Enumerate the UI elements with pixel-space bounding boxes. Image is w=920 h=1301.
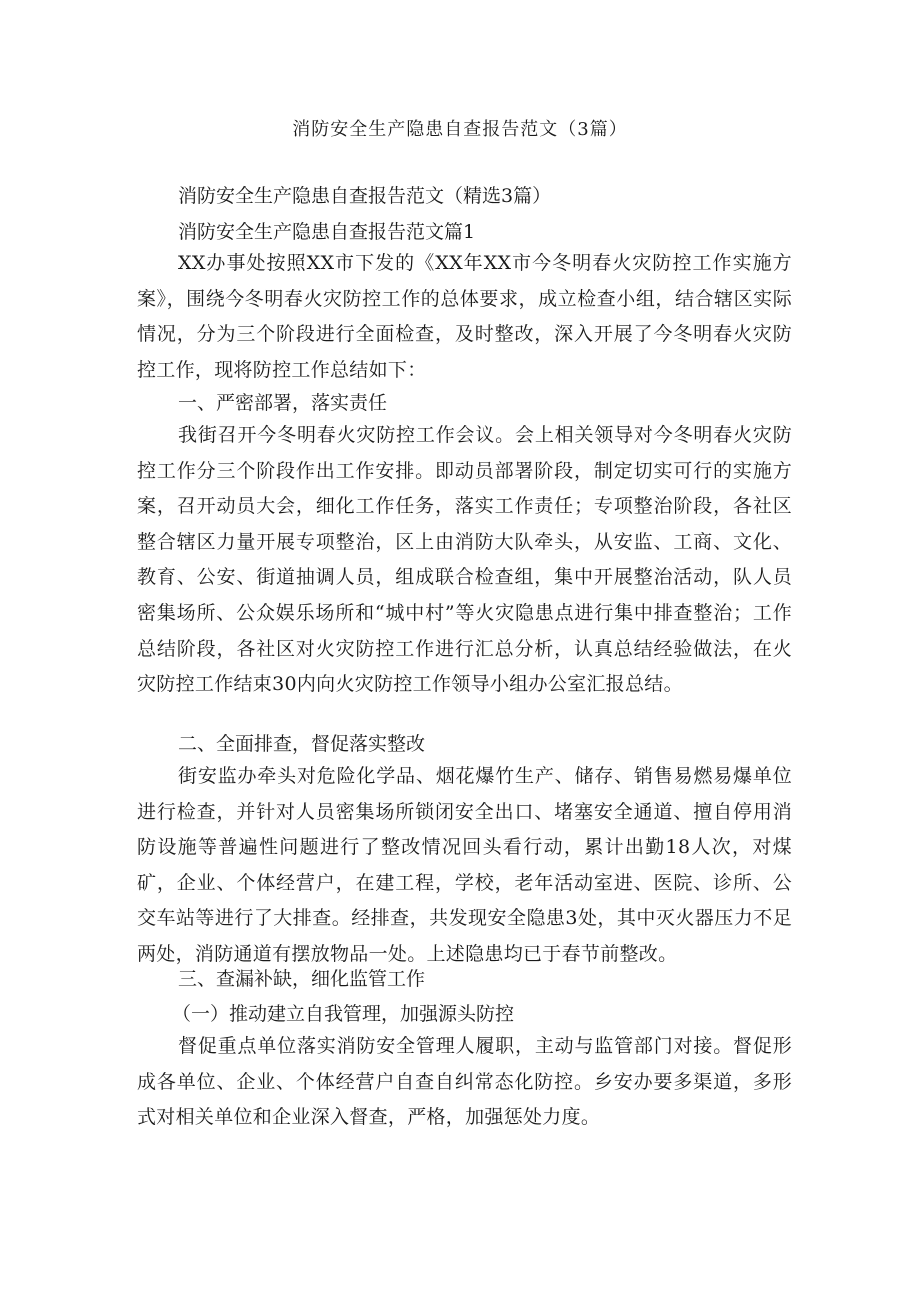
section1-paragraph: 我街召开今冬明春火灾防控工作会议。会上相关领导对今冬明春火灾防控工作分三个阶段作出工作安排。即动员部署阶段，制定切实可行的实施方案，召开动员大会，细化工作任务，落实工作责任；专项整治阶段，各社区整合辖区力量开展专项整治，区上由消防大队牵头，从安监、工商、文化、教育、公安、街道抽调人员，组成联合检查组，集中开展整治活动，队人员密集场所、公众娱乐场所和“城中村”等火灾隐患点进行集中排查整治；工作总结阶段，各社区对火灾防控工作进行汇总分析，认真总结经验做法，在火灾防控工作结束30内向火灾防控工作领导小组办公室汇报总结。 [137,424,792,696]
section3-heading: 三、查漏补缺，细化监管工作 [178,968,426,990]
article-heading: 消防安全生产隐患自查报告范文篇1 [178,221,476,243]
section3-paragraph: 督促重点单位落实消防安全管理人履职，主动与监管部门对接。督促形成各单位、企业、个体经营户自查自纠常态化防控。乡安办要多渠道，多形式对相关单位和企业深入督查，严格，加强惩处力度。 [137,1035,792,1129]
document-subtitle: 消防安全生产隐患自查报告范文（精选3篇） [178,185,552,207]
intro-paragraph: XX办事处按照XX市下发的《XX年XX市今冬明春火灾防控工作实施方案》，围绕今冬明春火灾防控工作的总体要求，成立检查小组，结合辖区实际情况，分为三个阶段进行全面检查，及时整改，深入开展了今冬明春火灾防控工作，现将防控工作总结如下： [137,252,792,381]
section2-paragraph: 街安监办牵头对危险化学品、烟花爆竹生产、储存、销售易燃易爆单位进行检查，并针对人员密集场所锁闭安全出口、堵塞安全通道、擅自停用消防设施等普遍性问题进行了整改情况回头看行动，累计出勤18人次，对煤矿，企业、个体经营户，在建工程，学校，老年活动室进、医院、诊所、公交车站等进行了大排查。经排查，共发现安全隐患3处，其中灭火器压力不足两处，消防通道有摆放物品一处。上述隐患均已于春节前整改。 [137,765,792,965]
section1-heading: 一、严密部署，落实责任 [178,392,388,414]
section2-heading: 二、全面排查，督促落实整改 [178,733,426,755]
document-title: 消防安全生产隐患自查报告范文（3篇） [292,119,628,140]
section3-subheading: （一）推动建立自我管理，加强源头防控 [172,1003,515,1025]
